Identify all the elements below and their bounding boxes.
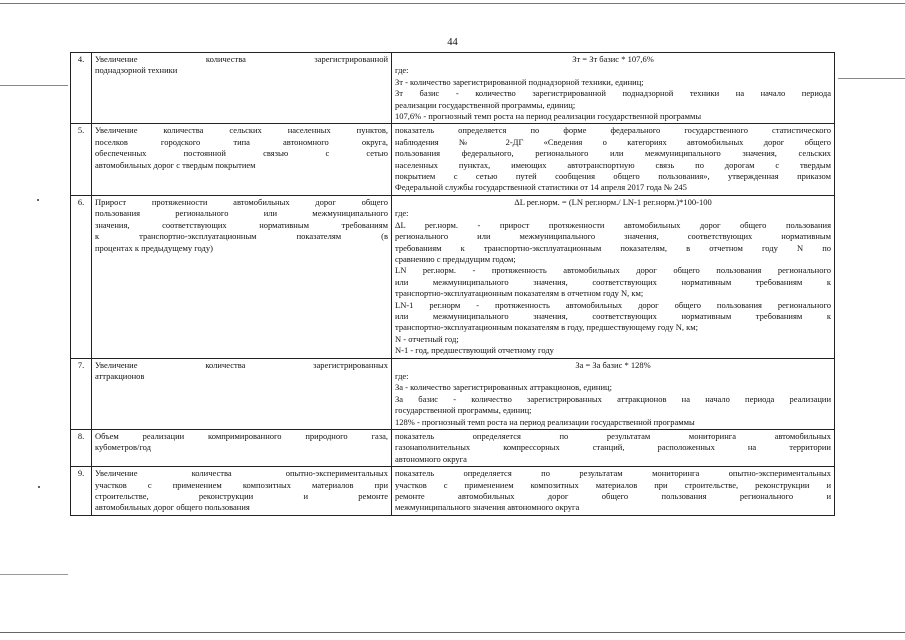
description-line: За базис - количество зарегистрированных аттракционов на начало периода реализации xyxy=(395,393,831,404)
description-line: транспортно-эксплуатационным показателям в отчетном году N, км; xyxy=(395,288,644,299)
description-line: где: xyxy=(395,65,409,76)
table-row xyxy=(71,358,835,429)
row-number: 8. xyxy=(71,430,92,467)
scan-line-bottom-left xyxy=(0,574,68,575)
description-line: N-1 - год, предшествующий отчетному году xyxy=(395,345,554,356)
table-row xyxy=(71,430,835,467)
description-line: или межмуниципального значения, соответствующих нормативным требованиям к xyxy=(395,310,831,321)
row-number: 5. xyxy=(71,124,92,195)
formula-line: ΔL рег.норм. = (LN рег.норм./ LN-1 рег.норм.)*100-100 xyxy=(514,196,712,207)
description-line: LN-1 рег.норм - протяженность автомобильных дорог общего пользования регионального xyxy=(395,299,831,310)
indicator-line: аттракционов xyxy=(95,370,145,381)
indicator-name xyxy=(92,467,392,516)
row-number: 9. xyxy=(71,467,92,516)
formula-line: За = За базис * 128% xyxy=(575,359,651,370)
indicator-line: Увеличение количества зарегистрированной xyxy=(95,54,388,64)
description-line: участков с применением композитных материалов при строительстве, реконструкции и xyxy=(395,479,831,490)
description-line: наблюдения № 2-ДГ «Сведения о категориях автомобильных дорог общего xyxy=(395,136,831,147)
scan-dot xyxy=(38,486,40,488)
indicator-line: Увеличение количества сельских населенных пунктов, xyxy=(95,125,388,136)
scan-line-bottom xyxy=(0,632,905,633)
scan-line-right xyxy=(838,78,905,79)
indicator-line: поднадзорной техники xyxy=(95,65,178,76)
indicator-line: поселков городского типа автономного округа, xyxy=(95,136,388,147)
indicator-name xyxy=(92,195,392,358)
description-line: Федеральной службы государственной статистики от 14 апреля 2017 года № 245 xyxy=(395,182,687,193)
calculation-method xyxy=(392,358,835,429)
indicator-line: участков с применением композитных материалов при xyxy=(95,479,388,490)
indicators-table xyxy=(70,52,835,516)
calculation-method xyxy=(392,430,835,467)
row-number: 6. xyxy=(71,195,92,358)
scan-dot xyxy=(37,199,39,201)
description-line: покрытием с сетью путей сообщения общего пользования», утвержденная приказом xyxy=(395,171,831,182)
indicator-name xyxy=(92,124,392,195)
description-line: автономного округа xyxy=(395,453,467,464)
indicator-line: кубометров/год xyxy=(95,442,152,453)
indicator-line: обеспеченных постоянной связью с сетью xyxy=(95,148,388,159)
indicator-line: Увеличение количества зарегистрированных xyxy=(95,359,388,370)
description-line: пользования федерального, регионального или межмуниципального значения, сельских xyxy=(395,148,831,159)
description-line: регионального или межмуниципального значения, соответствующих нормативным xyxy=(395,231,831,242)
calculation-method xyxy=(392,124,835,195)
indicator-line: Прирост протяженности автомобильных дорог общего xyxy=(95,196,388,207)
table-row xyxy=(71,467,835,516)
page-number: 44 xyxy=(447,37,458,48)
description-line: газонаполнительных компрессорных станций, расположенных на территории xyxy=(395,442,831,453)
description-line: Зт базис - количество зарегистрированной поднадзорной техники на начало периода xyxy=(395,88,831,99)
indicator-line: процентах к предыдущему году) xyxy=(95,242,213,253)
calculation-method xyxy=(392,195,835,358)
description-line: За - количество зарегистрированных аттракционов, единиц; xyxy=(395,382,612,393)
table-row xyxy=(71,53,835,124)
indicator-line: строительстве, реконструкции и ремонте xyxy=(95,491,388,502)
indicator-line: Увеличение количества опытно-экспериментальных xyxy=(95,468,388,479)
description-line: ΔL рег.норм. - прирост протяженности автомобильных дорог общего пользования xyxy=(395,219,831,230)
description-line: Зт - количество зарегистрированной поднадзорной техники, единиц; xyxy=(395,76,644,87)
indicator-line: автомобильных дорог с твердым покрытием xyxy=(95,159,256,170)
description-line: показатель определяется по результатам мониторинга автомобильных xyxy=(395,431,831,441)
indicator-name xyxy=(92,358,392,429)
description-line: где: xyxy=(395,370,409,381)
indicator-name xyxy=(92,53,392,124)
indicator-line: Объем реализации компримированного природного газа, xyxy=(95,431,388,441)
table-row xyxy=(71,195,835,358)
indicator-line: автомобильных дорог общего пользования xyxy=(95,502,250,513)
indicator-line: пользования регионального или межмуниципального xyxy=(95,208,388,219)
calculation-method xyxy=(392,467,835,516)
description-line: N - отчетный год; xyxy=(395,333,459,344)
description-line: межмуниципального значения автономного округа xyxy=(395,502,580,513)
description-line: ремонте автомобильных дорог общего пользования регионального и xyxy=(395,491,831,502)
description-line: LN рег.норм. - протяженность автомобильных дорог общего пользования регионального xyxy=(395,265,831,276)
description-line: государственной программы, единиц; xyxy=(395,405,532,416)
row-number: 4. xyxy=(71,53,92,124)
scan-line-top xyxy=(0,3,905,4)
description-line: 107,6% - прогнозный темп роста на период реализации государственной программы xyxy=(395,111,702,122)
description-line: где: xyxy=(395,208,409,219)
description-line: сравнению с предыдущим годом; xyxy=(395,253,516,264)
description-line: показатель определяется по форме федерального государственного статистического xyxy=(395,125,831,136)
table-row xyxy=(71,124,835,195)
description-line: населенных пунктах, имеющих автотранспортную связь по дорогам с твердым xyxy=(395,159,831,170)
formula-line: Зт = Зт базис * 107,6% xyxy=(572,54,654,64)
scan-line-left xyxy=(0,85,68,86)
description-line: показатель определяется по результатам мониторинга опытно-экспериментальных xyxy=(395,468,831,479)
indicator-line: значения, соответствующих нормативным требованиям xyxy=(95,219,388,230)
indicator-line: к транспортно-эксплуатационным показателям (в xyxy=(95,231,388,242)
description-line: 128% - прогнозный темп роста на период реализации государственной программы xyxy=(395,416,695,427)
description-line: или межмуниципального значения, соответствующих нормативным требованиям к xyxy=(395,276,831,287)
description-line: требованиям к транспортно-эксплуатационным показателям, в отчетном году N по xyxy=(395,242,831,253)
indicator-name xyxy=(92,430,392,467)
row-number: 7. xyxy=(71,358,92,429)
description-line: транспортно-эксплуатационным показателям в году, предшествующему году N, км; xyxy=(395,322,698,333)
calculation-method xyxy=(392,53,835,124)
description-line: реализации государственной программы, единиц; xyxy=(395,99,576,110)
